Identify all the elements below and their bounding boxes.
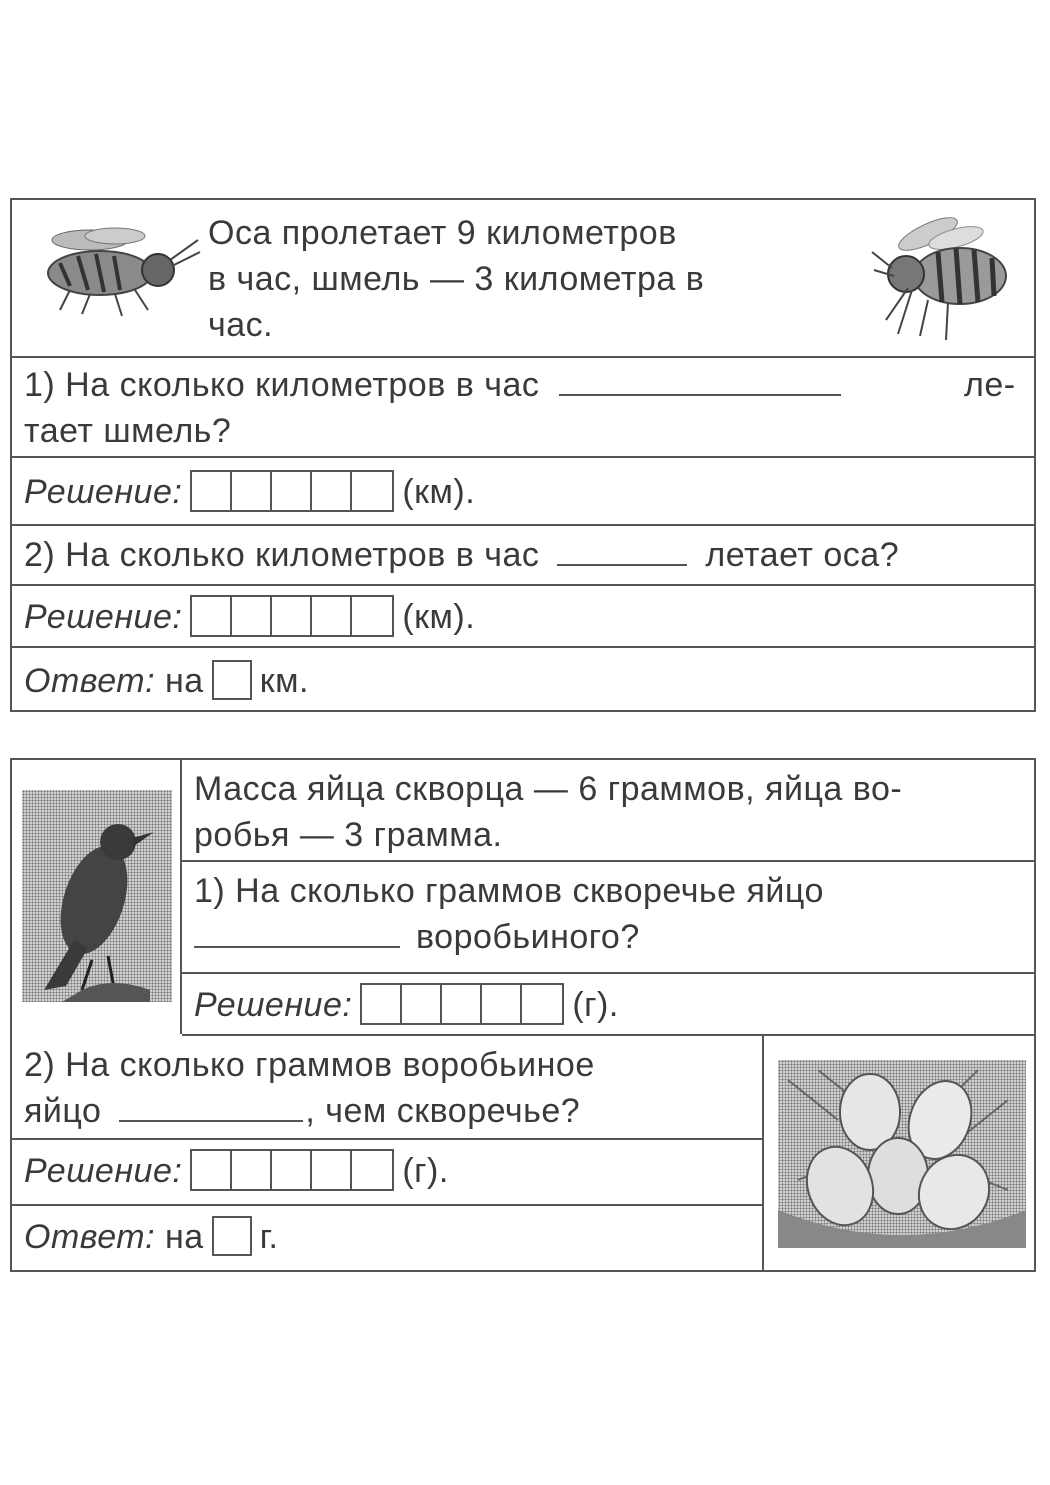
task1-question1-hyphen: ле- — [964, 366, 1016, 404]
task1-question2-row — [12, 526, 1034, 586]
task2-solution2-cell — [12, 1138, 762, 1206]
task2-question2-line-1: 2) На сколько граммов воробьиное — [24, 1046, 595, 1084]
task1-solution2-label: Решение: — [24, 598, 183, 636]
task2-answer-label: Ответ: — [24, 1218, 156, 1256]
task2-question2-text-a: яйцо — [24, 1092, 102, 1130]
task1-question2-start: 2) На сколько километров в час — [24, 536, 540, 574]
task2-question1-line-2 — [194, 914, 640, 960]
task1-solution2-unit: (км). — [402, 598, 476, 636]
task1-answer-row — [12, 648, 1034, 710]
task-starling-sparrow-eggs — [10, 758, 1036, 1272]
task1-solution1-label: Решение: — [24, 473, 183, 511]
task1-solution2-cells[interactable] — [190, 595, 394, 637]
task2-answer-unit: г. — [259, 1218, 279, 1256]
task2-question2-blank[interactable] — [119, 1092, 303, 1122]
task1-question1-line-1 — [24, 362, 851, 408]
task2-answer-box[interactable] — [212, 1216, 252, 1256]
task1-solution1-unit: (км). — [402, 473, 476, 511]
task2-question2-text-b: , чем скворечье? — [305, 1092, 581, 1130]
starling-photo — [22, 790, 172, 1002]
task2-solution1-cells[interactable] — [360, 983, 564, 1025]
task2-solution1-label: Решение: — [194, 986, 353, 1024]
task2-answer-prefix: на — [165, 1218, 204, 1256]
task2-question2-line-2 — [24, 1088, 580, 1134]
task1-question2-end: летает оса? — [705, 536, 900, 574]
task2-question1-line-1: 1) На сколько граммов скворечье яйцо — [194, 872, 824, 910]
task1-solution2-row — [12, 586, 1034, 648]
bumblebee-illustration — [868, 212, 1018, 342]
task1-solution1-row — [12, 458, 1034, 526]
task1-solution1 — [24, 469, 475, 515]
task1-answer-unit: км. — [259, 662, 309, 700]
starling-picture-cell — [12, 760, 182, 1034]
task1-solution1-cells[interactable] — [190, 470, 394, 512]
task1-answer-prefix: на — [165, 662, 204, 700]
starling-icon — [22, 790, 172, 1002]
task1-answer-label: Ответ: — [24, 662, 156, 700]
wasp-illustration — [30, 218, 202, 318]
eggs-nest-photo — [778, 1060, 1026, 1248]
task2-solution1-cell — [182, 972, 1034, 1036]
task2-answer-cell — [12, 1204, 762, 1270]
task2-solution2-cells[interactable] — [190, 1149, 394, 1191]
task2-eggs-divider — [762, 1036, 764, 1270]
task2-solution1 — [194, 982, 619, 1028]
task1-question1-line-2: тает шмель? — [24, 412, 232, 450]
task1-intro-line-3: час. — [208, 306, 274, 344]
task1-question1-text: 1) На сколько километров в час — [24, 366, 540, 404]
task2-intro-line-2: робья — 3 грамма. — [194, 816, 503, 854]
task1-solution2 — [24, 594, 475, 640]
task1-question1-row — [12, 358, 1034, 458]
task2-solution2-label: Решение: — [24, 1152, 183, 1190]
task1-intro-row — [12, 200, 1034, 358]
task-wasp-bumblebee — [10, 198, 1036, 712]
task2-question1-text: воробьиного? — [416, 918, 640, 956]
task2-answer — [24, 1214, 278, 1260]
task2-question1-cell — [182, 860, 1034, 974]
task1-intro-line-2: в час, шмель — 3 километра в — [208, 260, 705, 298]
task1-answer — [24, 658, 309, 704]
task1-intro-line-1: Оса пролетает 9 километров — [208, 214, 677, 252]
task2-intro-cell — [182, 760, 1034, 862]
task2-solution2 — [24, 1148, 449, 1194]
task2-solution1-unit: (г). — [572, 986, 619, 1024]
task1-answer-box[interactable] — [212, 660, 252, 700]
task1-question2-blank[interactable] — [557, 536, 687, 566]
task2-question2-cell — [12, 1036, 762, 1140]
task2-solution2-unit: (г). — [402, 1152, 449, 1190]
task2-question1-blank[interactable] — [194, 918, 400, 948]
task1-question2 — [24, 532, 899, 578]
task1-question1-blank[interactable] — [559, 366, 841, 396]
eggs-nest-icon — [778, 1060, 1026, 1248]
task2-intro-line-1: Масса яйца скворца — 6 граммов, яйца во- — [194, 770, 903, 808]
